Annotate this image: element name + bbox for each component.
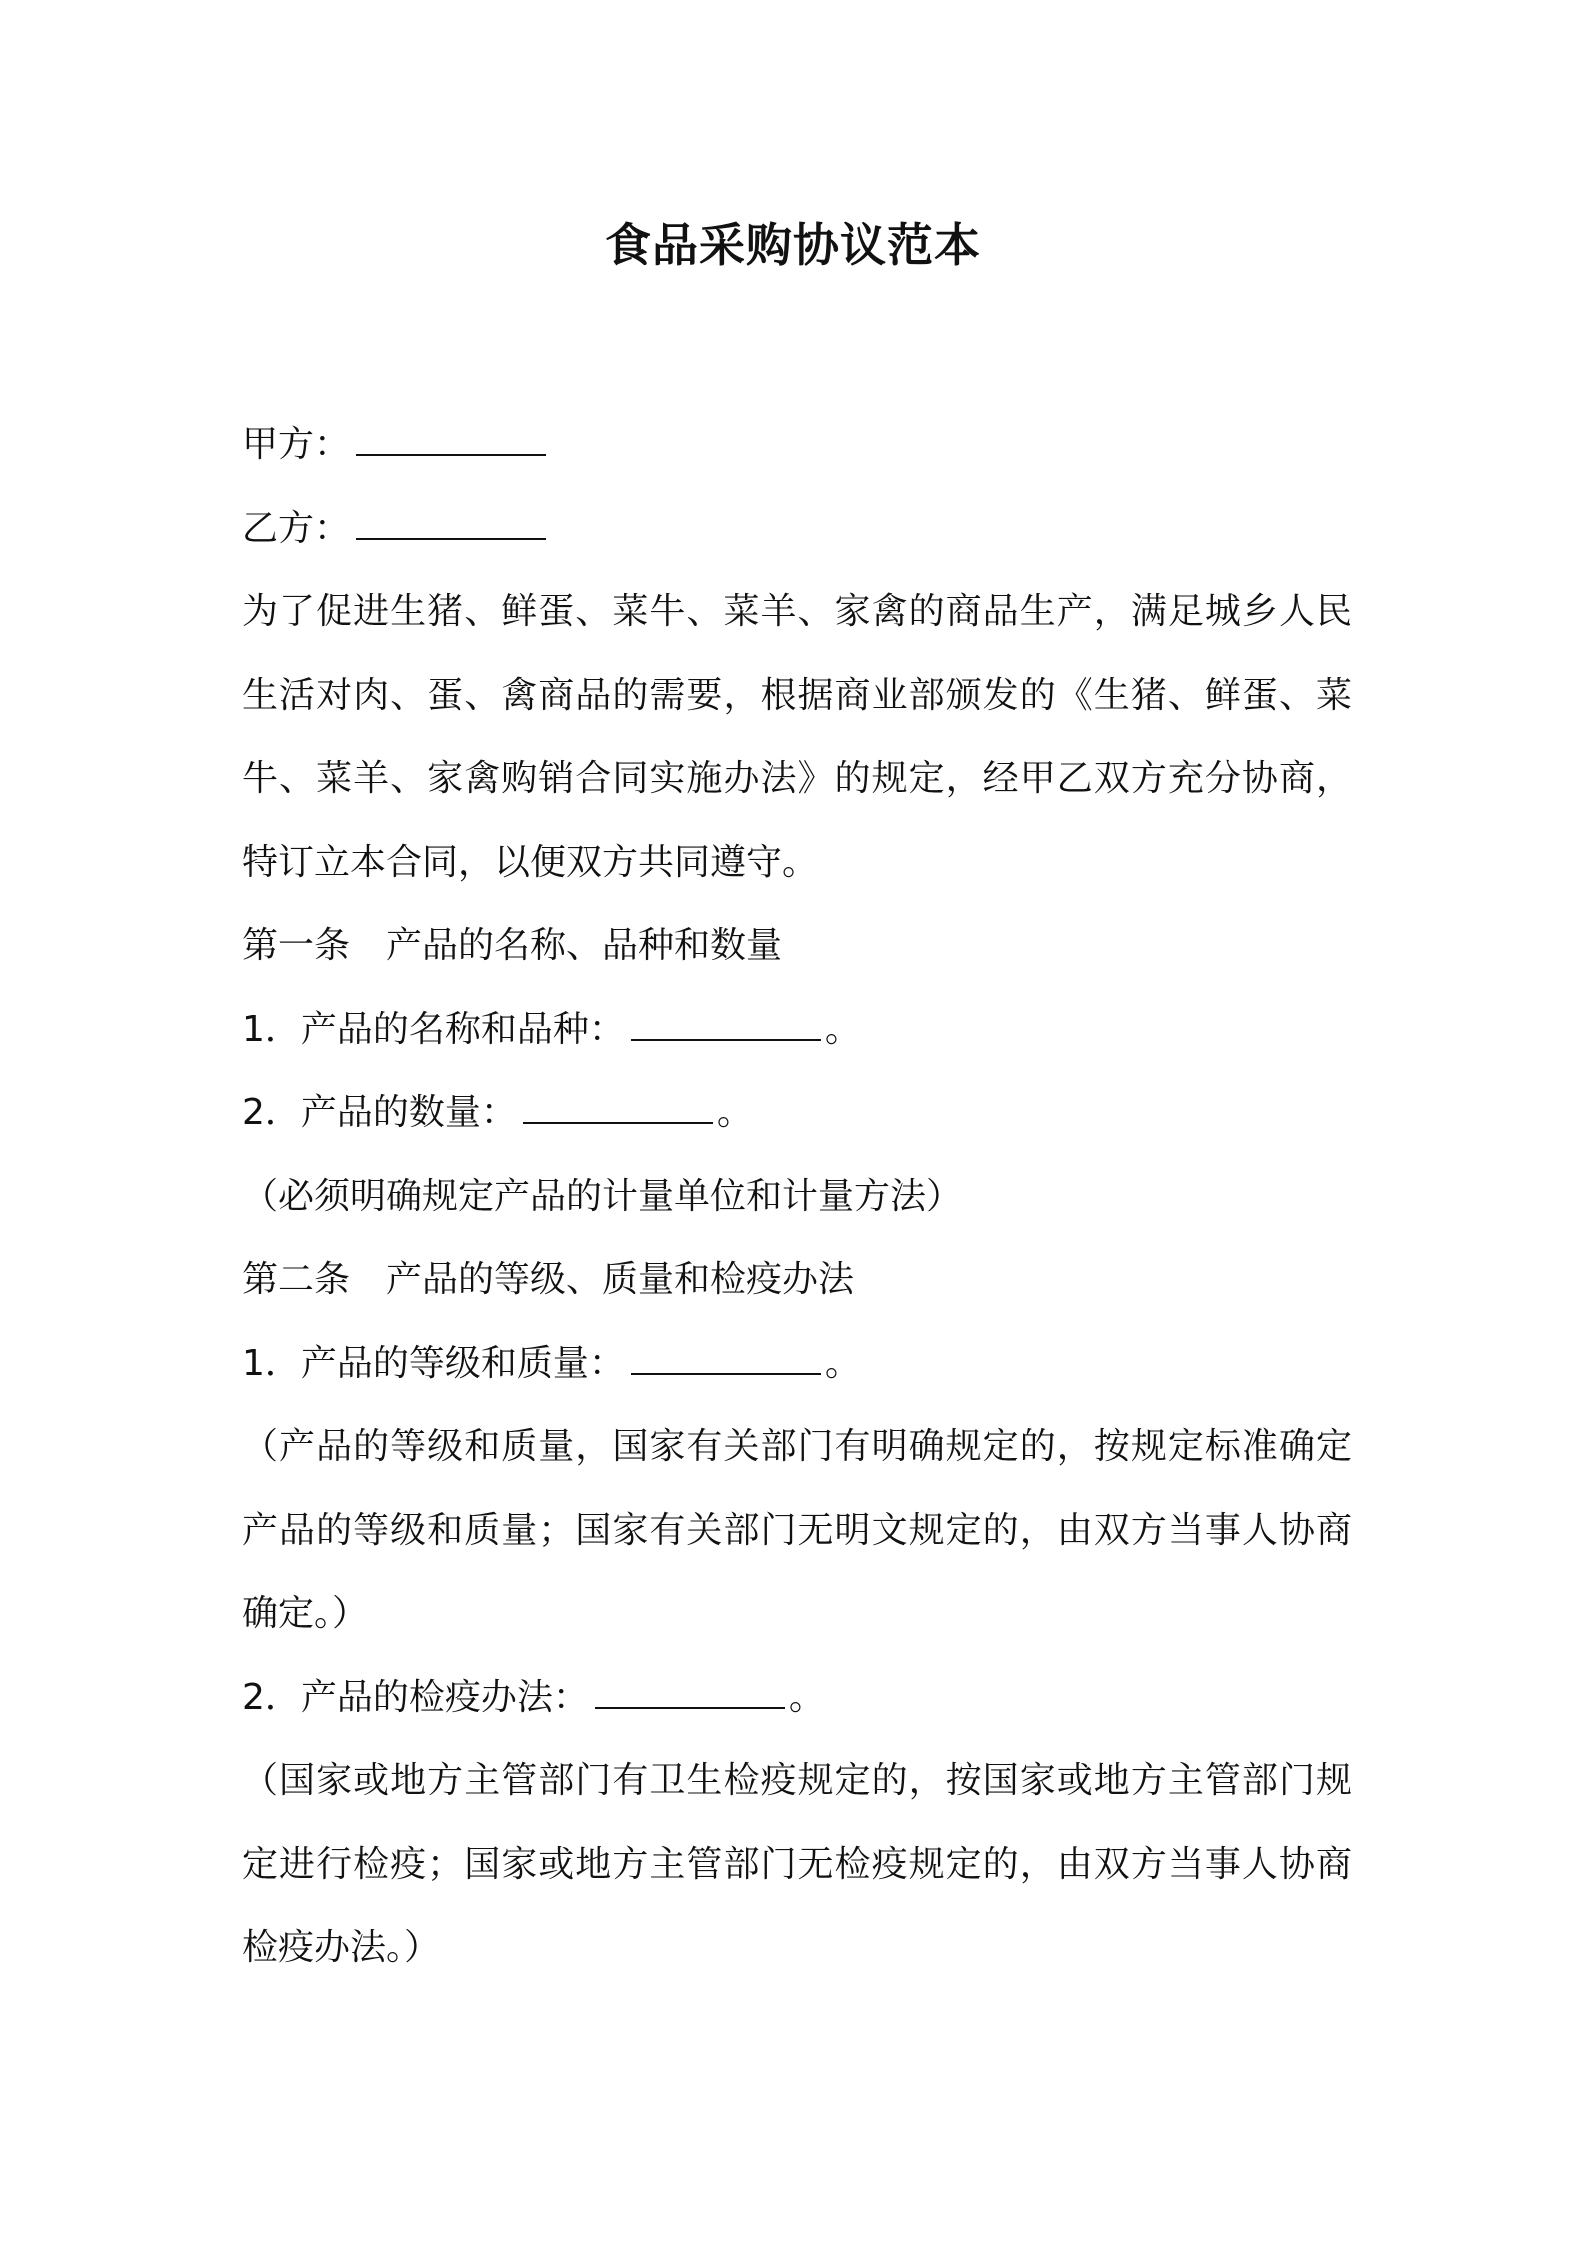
article-2-note-1: （产品的等级和质量，国家有关部门有明确规定的，按规定标准确定产品的等级和质量；国家有关部门无明文规定的，由双方当事人协商确定。） — [242, 1426, 1352, 1634]
article-1-heading — [242, 904, 1352, 988]
party-a-blank[interactable] — [356, 453, 546, 456]
article-1-item-2 — [242, 1071, 1352, 1155]
party-b-line — [242, 487, 1352, 571]
article-1-item-1-label: 1．产品的名称和品种： — [242, 1008, 625, 1050]
party-b-label: 乙方： — [242, 507, 351, 549]
party-a-label: 甲方： — [242, 424, 351, 465]
article-1-note: （必须明确规定产品的计量单位和计量方法） — [242, 1175, 963, 1217]
article-2-number: 第二条 — [242, 1259, 351, 1300]
article-2-item-1-label: 1．产品的等级和质量： — [242, 1342, 625, 1384]
intro-paragraph: 为了促进生猪、鲜蛋、菜牛、菜羊、家禽的商品生产，满足城乡人民生活对肉、蛋、禽商品的需要，根据商业部颁发的《生猪、鲜蛋、菜牛、菜羊、家禽购销合同实施办法》的规定，经甲乙双方充分协商，特订立本合同，以便双方共同遵守。 — [242, 591, 1352, 883]
party-b-blank[interactable] — [356, 537, 546, 540]
article-1-title: 产品的名称、品种和数量 — [386, 925, 783, 966]
document-body — [242, 403, 1352, 1990]
article-2-item-1-end: 。 — [824, 1342, 861, 1384]
article-1-number: 第一条 — [242, 925, 351, 966]
inspection-method-blank[interactable] — [595, 1706, 785, 1709]
party-a-line — [242, 403, 1352, 487]
article-2-item-2-label: 2．产品的检疫办法： — [242, 1676, 589, 1718]
article-1-item-2-end: 。 — [716, 1092, 753, 1133]
product-name-blank[interactable] — [631, 1038, 821, 1041]
document-title: 食品采购协议范本 — [605, 218, 981, 272]
product-grade-blank[interactable] — [631, 1372, 821, 1375]
article-2-heading — [242, 1238, 1352, 1322]
article-2-item-1 — [242, 1322, 1352, 1406]
article-2-note-2: （国家或地方主管部门有卫生检疫规定的，按国家或地方主管部门规定进行检疫；国家或地方主管部门无检疫规定的，由双方当事人协商检疫办法。） — [242, 1760, 1352, 1968]
article-1-item-2-label: 2．产品的数量： — [242, 1092, 517, 1133]
article-2-title: 产品的等级、质量和检疫办法 — [386, 1259, 855, 1300]
product-quantity-blank[interactable] — [523, 1121, 713, 1124]
article-1-item-1-end: 。 — [824, 1008, 861, 1050]
article-2-item-2 — [242, 1656, 1352, 1740]
article-1-item-1 — [242, 988, 1352, 1072]
article-2-item-2-end: 。 — [788, 1676, 825, 1718]
